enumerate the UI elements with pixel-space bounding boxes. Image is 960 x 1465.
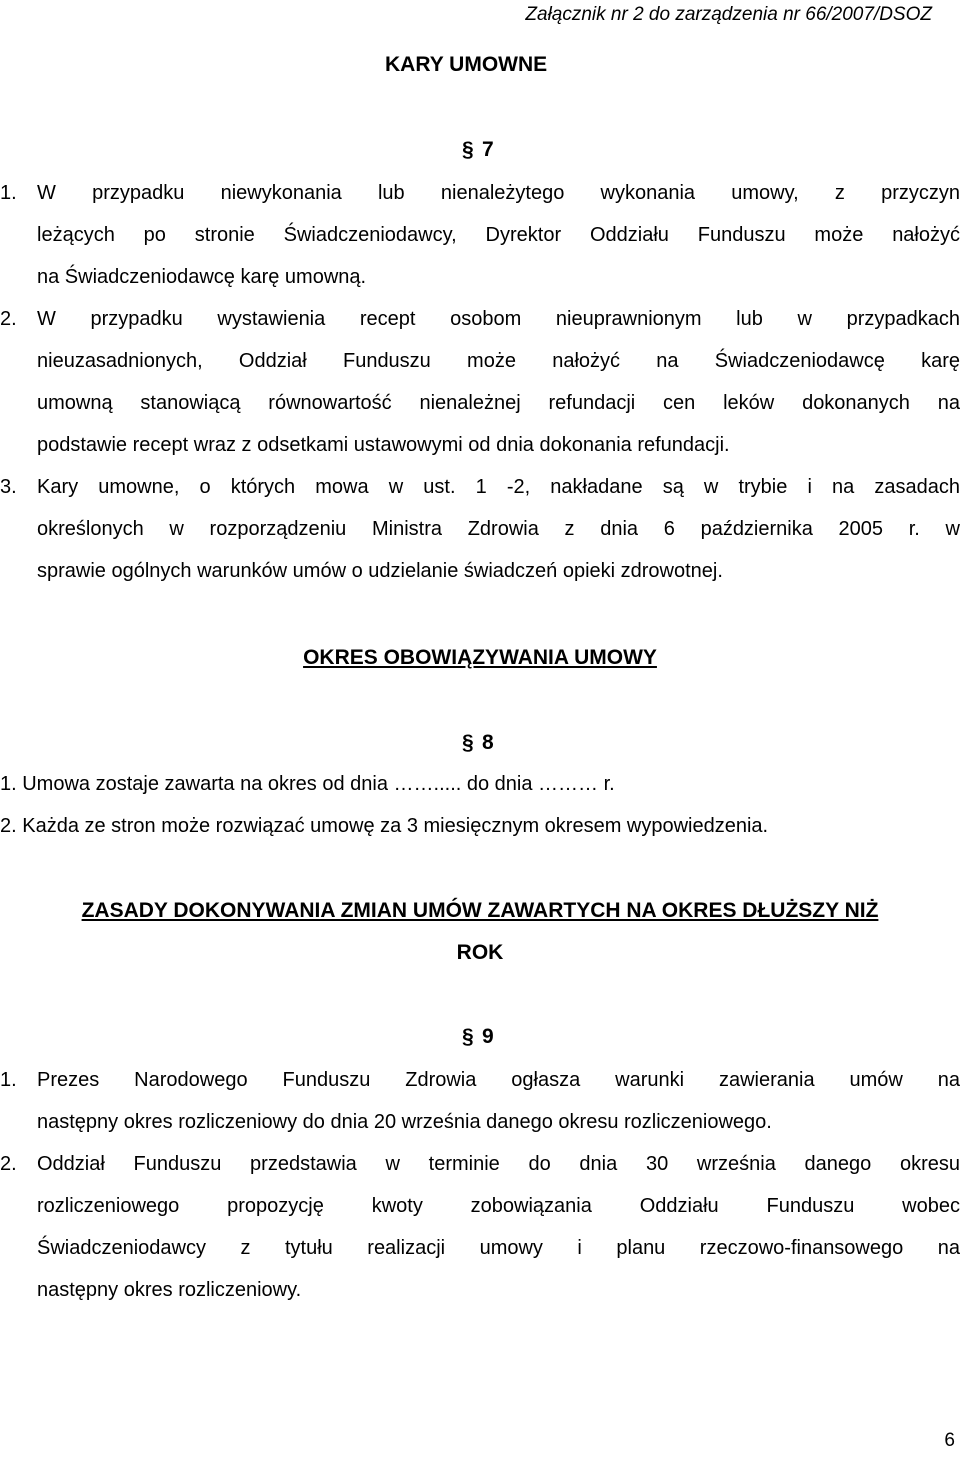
- paragraph-number: 2.: [0, 308, 17, 330]
- heading-text: OKRES OBOWIĄZYWANIA UMOWY: [303, 646, 657, 669]
- text-line: rozliczeniowego propozycję kwoty zobowiązania Oddziału Funduszu wobec: [37, 1195, 960, 1217]
- text-line: umowną stanowiącą równowartość nienależnej refundacji cen leków dokonanych na: [37, 392, 960, 414]
- text-line: następny okres rozliczeniowy.: [37, 1279, 302, 1301]
- text-line: Prezes Narodowego Funduszu Zdrowia ogłasza warunki zawierania umów na: [37, 1069, 960, 1091]
- section-symbol: §: [462, 138, 474, 161]
- section-9-mark: [462, 1024, 494, 1050]
- text-line: określonych w rozporządzeniu Ministra Zdrowia z dnia 6 października 2005 r. w: [37, 518, 960, 540]
- okres-line-1: 1. Umowa zostaje zawarta na okres od dnia ……..... do dnia ……… r.: [0, 773, 615, 795]
- attachment-note: Załącznik nr 2 do zarządzenia nr 66/2007/DSOZ: [525, 4, 932, 25]
- heading-zasady-dokonywania: [0, 898, 960, 924]
- section-symbol: §: [462, 1025, 474, 1048]
- text-line: sprawie ogólnych warunków umów o udzielanie świadczeń opieki zdrowotnej.: [37, 560, 723, 582]
- heading-okres-obowiazywania: [0, 645, 960, 671]
- text-line: W przypadku niewykonania lub nienależytego wykonania umowy, z przyczyn: [37, 182, 960, 204]
- text-line: na Świadczeniodawcę karę umowną.: [37, 266, 367, 288]
- text-line: Kary umowne, o których mowa w ust. 1 -2, nakładane są w trybie i na zasadach: [37, 476, 960, 498]
- section-7-mark: [462, 137, 494, 163]
- section-8-mark: [462, 730, 494, 756]
- section-number: 7: [482, 138, 494, 161]
- paragraph-number: 2.: [0, 1153, 17, 1175]
- page-number: 6: [944, 1430, 955, 1451]
- text-line: podstawie recept wraz z odsetkami ustawowymi od dnia dokonania refundacji.: [37, 434, 730, 456]
- okres-line-2: 2. Każda ze stron może rozwiązać umowę za 3 miesięcznym okresem wypowiedzenia.: [0, 815, 769, 837]
- text-line: nieuzasadnionych, Oddział Funduszu może nałożyć na Świadczeniodawcę karę: [37, 350, 960, 372]
- text-line: Świadczeniodawcy z tytułu realizacji umowy i planu rzeczowo-finansowego na: [37, 1237, 960, 1259]
- paragraph-number: 1.: [0, 1069, 17, 1091]
- section-number: 8: [482, 731, 494, 754]
- text-line: Oddział Funduszu przedstawia w terminie do dnia 30 września danego okresu: [37, 1153, 960, 1175]
- heading-zasady-continued: ROK: [456, 941, 504, 964]
- heading-text: ZASADY DOKONYWANIA ZMIAN UMÓW ZAWARTYCH NA OKRES DŁUŻSZY NIŻ: [81, 899, 879, 922]
- paragraph-number: 3.: [0, 476, 17, 498]
- heading-kary-umowne: KARY UMOWNE: [385, 53, 548, 76]
- text-line: W przypadku wystawienia recept osobom nieuprawnionym lub w przypadkach: [37, 308, 960, 330]
- text-line: leżących po stronie Świadczeniodawcy, Dyrektor Oddziału Funduszu może nałożyć: [37, 224, 960, 246]
- section-symbol: §: [462, 731, 474, 754]
- paragraph-number: 1.: [0, 182, 17, 204]
- text-line: następny okres rozliczeniowy do dnia 20 września danego okresu rozliczeniowego.: [37, 1111, 772, 1133]
- section-number: 9: [482, 1025, 494, 1048]
